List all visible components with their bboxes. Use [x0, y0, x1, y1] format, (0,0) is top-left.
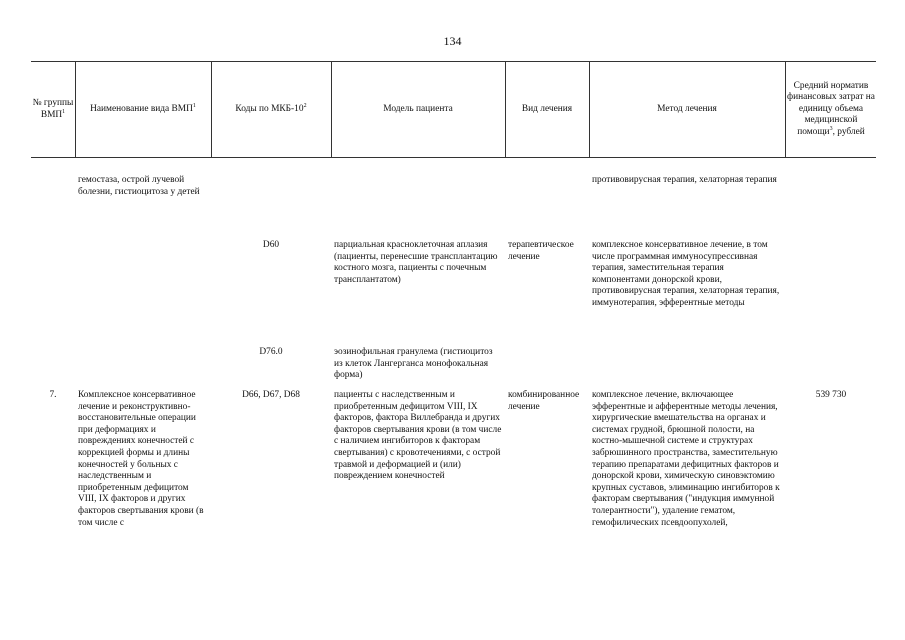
row4-group-number: 7.	[49, 390, 57, 400]
header-patient-model: Модель пациента	[383, 103, 453, 114]
header-icd-codes	[211, 62, 331, 157]
column-divider	[785, 61, 786, 158]
header-vmp-name	[75, 62, 211, 157]
row4-cost: 539 730	[815, 390, 847, 400]
header-group-number	[31, 62, 75, 157]
header-group-number-text: № группы ВМП$^1$	[32, 97, 74, 120]
header-cost-norm	[787, 62, 875, 157]
header-icd-codes-text: Коды по МКБ-$10^2$	[235, 102, 307, 114]
row3-icd-code: D76.0	[259, 347, 283, 357]
row4-method: комплексное лечение, включающее эфферентные и афферентные методы лечения, хирургические вмешательства на органах и системах грудной, брюшной полости, на костно-мышечной системе и структурах забрюшинного пространства, заместительную терапию препаратами дефицитных факторов и донорской крови, химическую синовэктомию крупных суставов, элиминацию ингибиторов к факторам свертывания ("индукция иммунной толерантности"), удаление гематом, гемофилических псевдоопухолей,	[592, 390, 780, 528]
header-treatment-method: Метод лечения	[657, 103, 717, 114]
row4-icd-codes: D66, D67, D68	[242, 390, 300, 400]
row1-vmp-name: гемостаза, острой лучевой болезни, гистиоцитоза у детей	[78, 175, 200, 197]
header-treatment-type: Вид лечения	[521, 103, 573, 114]
header-vmp-name-text: Наименование вида ВМП$^1$	[90, 102, 196, 114]
header-bottom-border	[31, 157, 876, 158]
row4-vmp-name: Комплексное консервативное лечение и реконструктивно-восстановительные операции при деформациях и повреждениях конечностей с коррекцией формы и длины конечностей у больных с наследственным и приобретенным дефицитом VIII, IX факторов и других факторов свертывания крови (в том числе с	[78, 390, 204, 528]
row2-icd-code: D60	[262, 240, 280, 250]
row4-treatment-type: комбинированное лечение	[508, 390, 580, 412]
row2-patient-model: парциальная красноклеточная аплазия (пациенты, перенесшие трансплантацию костного мозга, пациенты с почечным трансплантатом)	[334, 240, 498, 285]
row4-patient-model: пациенты с наследственным и приобретенным дефицитом VIII, IX факторов, фактора Виллебранда и других факторов свертывания крови (в том числе с наличием ингибиторов к факторам свертывания) с кровотечениями, с острой травмой и деформацией и (или) повреждением конечностей	[334, 390, 502, 482]
row1-method: противовирусная терапия, хелаторная терапия	[592, 175, 777, 185]
row2-method: комплексное консервативное лечение, в том числе программная иммуносупрессивная терапия, заместительная терапия компонентами донорской крови, противовирусная терапия, хелаторная терапия, иммунотерапия, эфферентные методы	[592, 240, 780, 308]
row3-patient-model: эозинофильная гранулема (гистиоцитоз из клеток Лангерганса монофокальная форма)	[334, 347, 493, 381]
row2-treatment-type: терапевтическое лечение	[508, 240, 574, 262]
page-number: 134	[443, 34, 462, 48]
header-cost-norm-text: Средний норматив финансовых затрат на единицу объема медицинской помощи$^3$, рублей	[787, 80, 875, 137]
